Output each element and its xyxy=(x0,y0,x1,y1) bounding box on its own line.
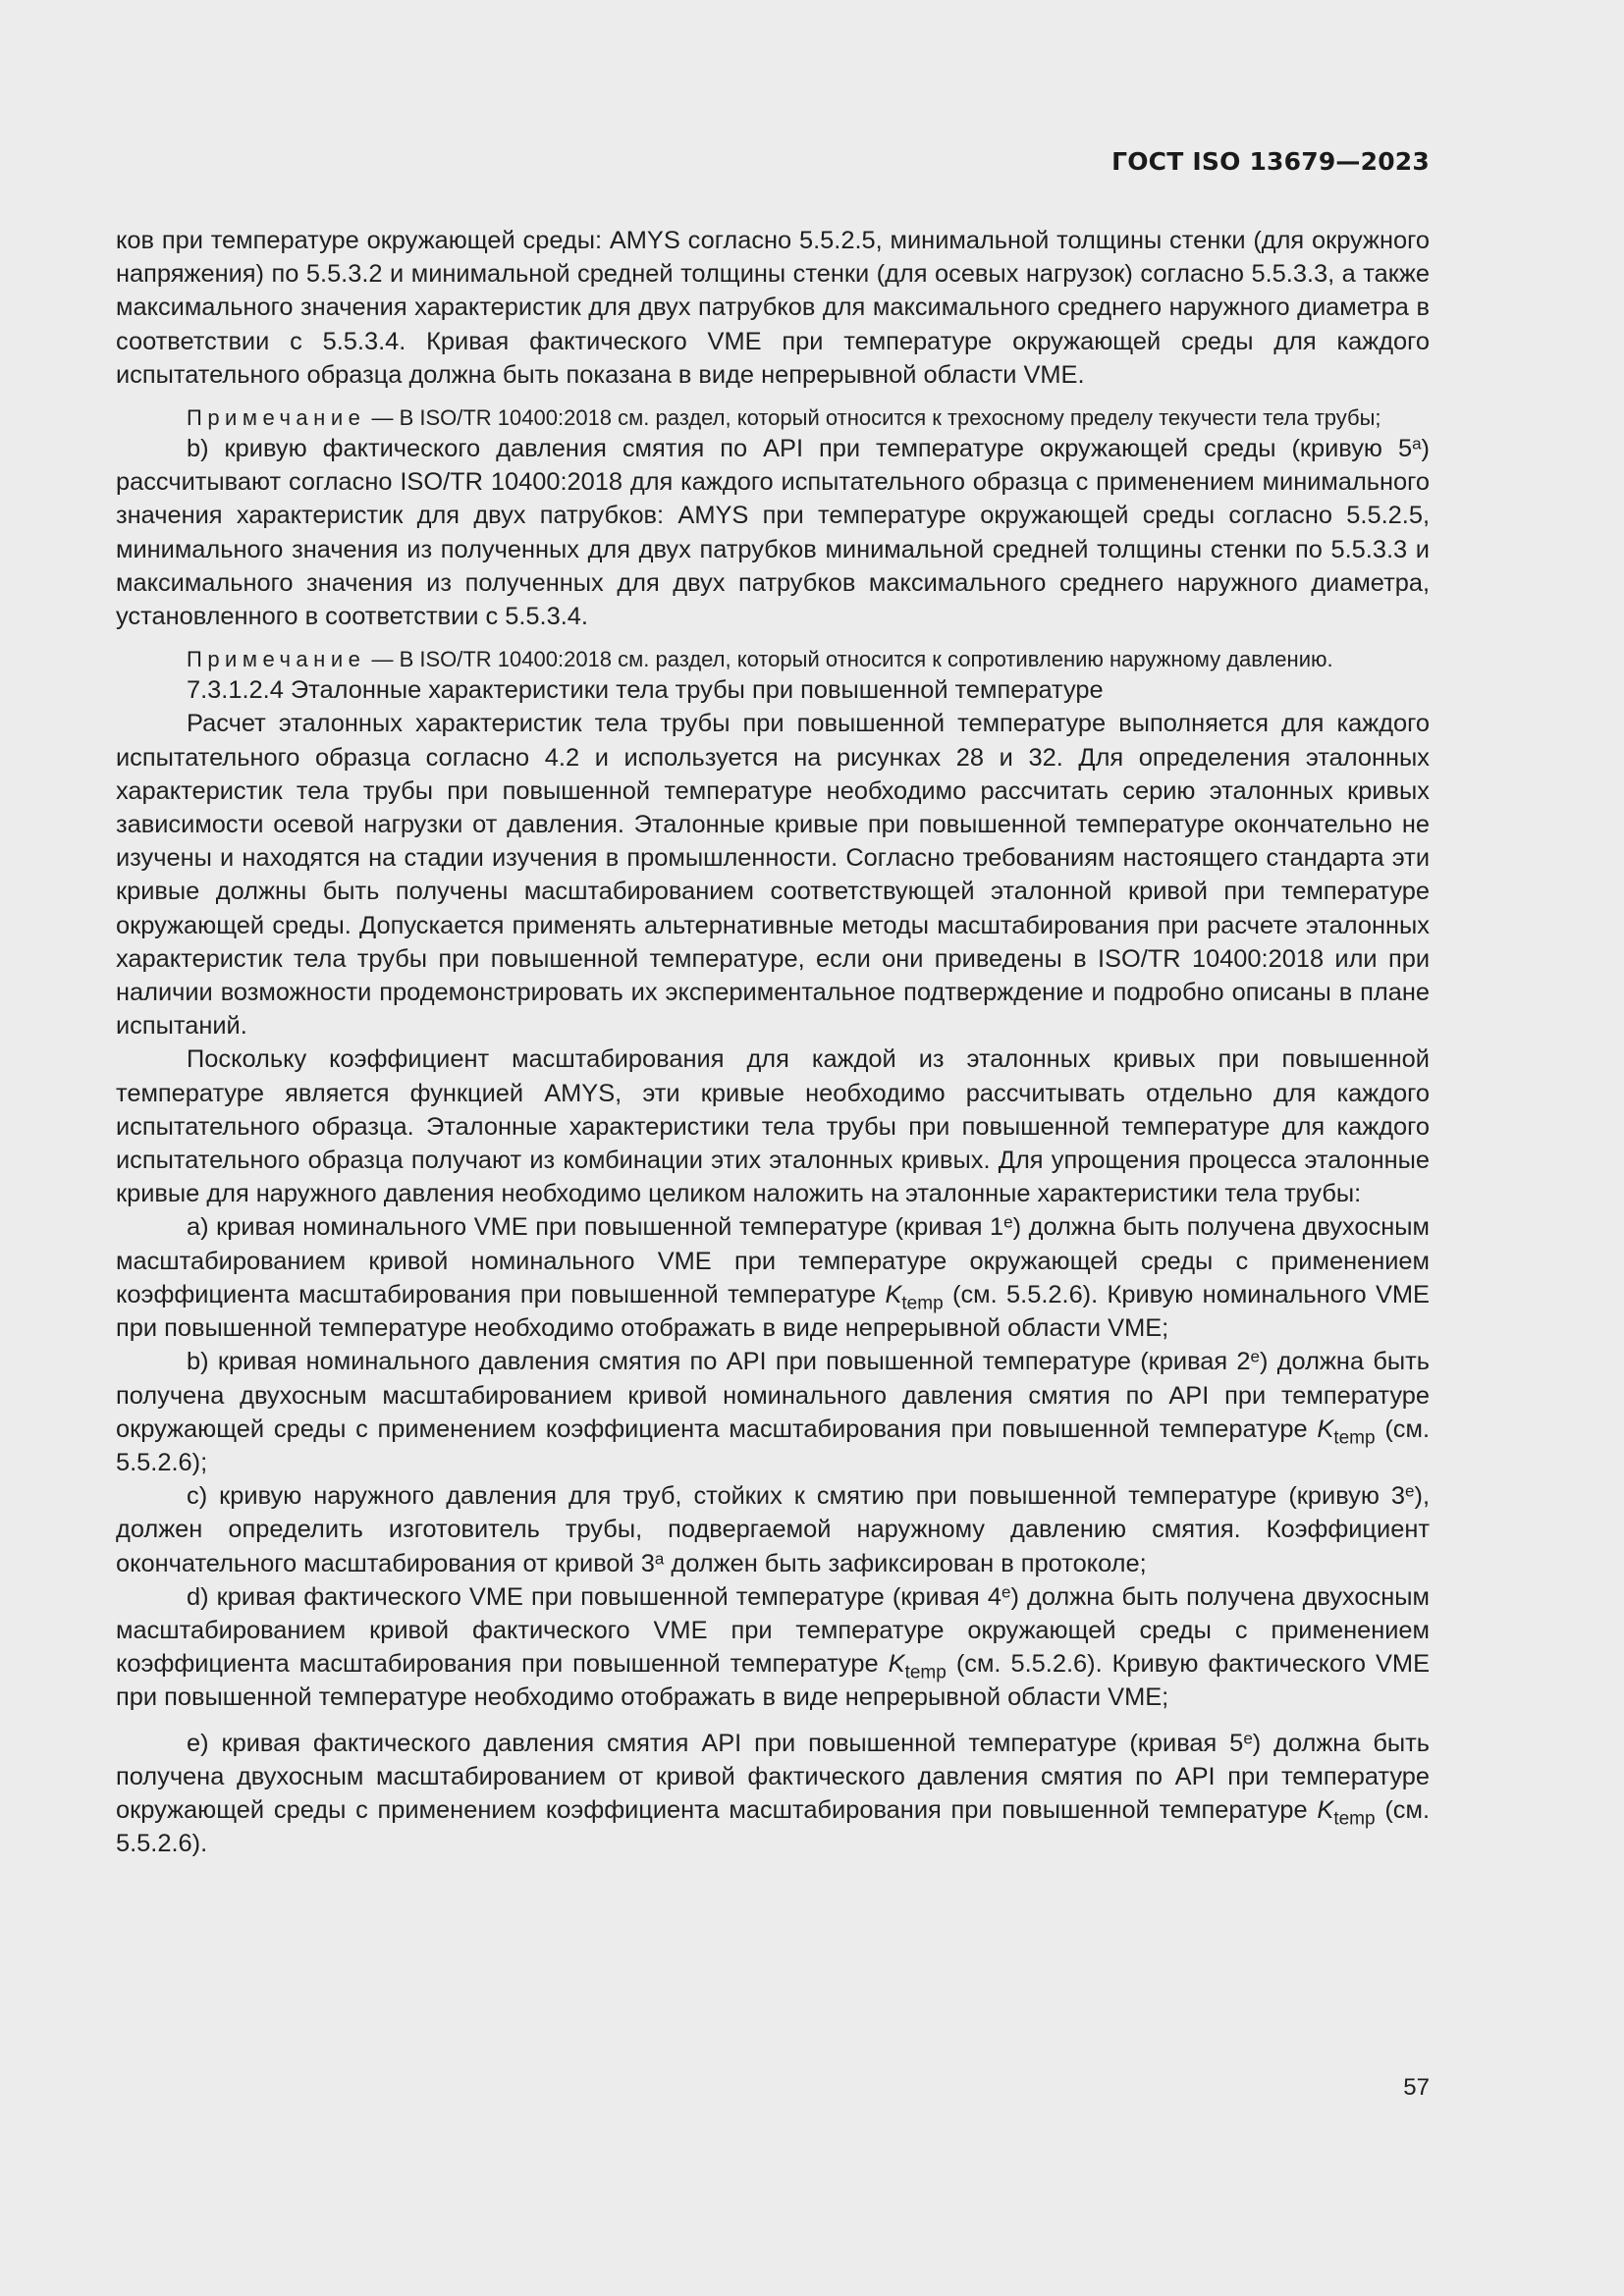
subscript: temp xyxy=(1333,1427,1376,1449)
paragraph-reference-calc: Расчет эталонных характеристик тела трубы при повышенной температуре выполняется для каждого испытательного образца согласно 4.2 и используется на рисунках 28 и 32. Для определения эталонных характеристик тела трубы при повышенной температуре необходимо рассчитать серию эталонных кривых зависимости осевой нагрузки от давления. Эталонные кривые при повышенной температуре окончательно не изучены и находятся на стадии изучения в промышленности. Согласно требованиям настоящего стандарта эти кривые должны быть получены масштабированием соответствующей эталонной кривой при температуре окружающей среды. Допускается применять альтернативные методы масштабирования при расчете эталонных характеристик тела трубы при повышенной температуре, если они приведены в ISO/TR 10400:2018 или при наличии возможности продемонстрировать их экспериментальное подтверждение и подробно описаны в плане испытаний. xyxy=(116,710,1430,1041)
text-run: c) кривую наружного давления для труб, стойких к смятию при повышенной температуре (кривую 3 xyxy=(187,1482,1406,1511)
text-run: (см. 5.5.2.6). Кривую номинального VME при повышенной температуре необходимо отображать в виде непрерывной области VME; xyxy=(116,1280,1430,1343)
note-text: — В ISO/TR 10400:2018 см. раздел, который относится к трехосному пределу текучести тела трубы; xyxy=(365,405,1381,431)
note-text: — В ISO/TR 10400:2018 см. раздел, который относится к сопротивлению наружному давлению. xyxy=(365,647,1333,672)
section-heading: 7.3.1.2.4 Эталонные характеристики тела трубы при повышенной температуре xyxy=(187,676,1104,705)
superscript: е xyxy=(1243,1728,1253,1747)
list-item-b-ambient xyxy=(116,432,1430,633)
list-item-a xyxy=(116,1210,1430,1345)
superscript: a xyxy=(1412,434,1422,454)
superscript: е xyxy=(1405,1481,1415,1501)
document-code-header: ГОСТ ISO 13679—2023 xyxy=(1111,147,1430,176)
superscript: е xyxy=(1001,1582,1011,1602)
text-run: d) кривая фактического VME при повышенной температуре (кривая 4 xyxy=(187,1582,1002,1611)
note-label: Примечание xyxy=(187,647,366,672)
page-number: 57 xyxy=(1403,2074,1430,2101)
paragraph-continuation: ков при температуре окружающей среды: AMYS согласно 5.5.2.5, минимальной толщины стенки (для окружного напряжения) по 5.5.3.2 и минимальной средней толщины стенки (для осевых нагрузок) согласно 5.5.3.3, а также максимального значения характеристик для двух патрубков для максимального среднего наружного диаметра в соответствии с 5.5.3.4. Кривая фактического VME при температуре окружающей среды для каждого испытательного образца должна быть показана в виде непрерывной области VME. xyxy=(116,227,1430,389)
list-item-d xyxy=(116,1580,1430,1715)
text-run: b) кривую фактического давления смятия по API при температуре окружающей среды (кривую 5 xyxy=(187,435,1413,463)
note-2 xyxy=(116,645,1430,673)
note-label: Примечание xyxy=(187,405,366,431)
subscript: temp xyxy=(901,1293,944,1314)
note-1 xyxy=(116,403,1430,432)
text-run: ) должна быть получена двухосным масштабированием кривой номинального давления смятия по API при температуре окружающей среды с применением коэффициента масштабирования при повышенной температуре xyxy=(116,1348,1430,1443)
k-symbol: K xyxy=(888,1650,905,1679)
subscript: temp xyxy=(1333,1808,1376,1830)
page-body xyxy=(116,224,1430,1860)
k-symbol: K xyxy=(885,1280,902,1308)
text-run: b) кривая номинального давления смятия по API при повышенной температуре (кривая 2 xyxy=(187,1348,1251,1376)
list-item-c xyxy=(116,1479,1430,1580)
k-symbol: K xyxy=(1317,1415,1334,1443)
text-run: e) кривая фактического давления смятия API при повышенной температуре (кривая 5 xyxy=(187,1729,1244,1757)
paragraph-scaling-factor: Поскольку коэффициент масштабирования для каждой из эталонных кривых при повышенной температуре является функцией AMYS, эти кривые необходимо рассчитывать отдельно для каждого испытательного образца. Эталонные характеристики тела трубы при повышенной температуре для каждого испытательного образца получают из комбинации этих эталонных кривых. Для упрощения процесса эталонные кривые для наружного давления необходимо целиком наложить на эталонные характеристики тела трубы: xyxy=(116,1045,1430,1208)
superscript: е xyxy=(1250,1347,1261,1366)
k-symbol: K xyxy=(1317,1795,1334,1824)
list-item-b xyxy=(116,1345,1430,1479)
text-run: ) должна быть получена двухосным масштабированием кривой номинального VME при температуре окружающей среды с применением коэффициента масштабирования при повышенной температуре xyxy=(116,1213,1430,1308)
text-run: ) рассчитывают согласно ISO/TR 10400:2018 для каждого испытательного образца с применением минимального значения характеристик для двух патрубков: AMYS при температуре окружающей среды согласно 5.5.2.5, минимального значения из полученных для двух патрубков минимальной средней толщины стенки по 5.5.3.3 и максимального значения из полученных для двух патрубков максимального среднего наружного диаметра, установленного в соответствии с 5.5.3.4. xyxy=(116,435,1430,631)
text-run: (см. 5.5.2.6). xyxy=(116,1795,1431,1858)
text-run: a) кривая номинального VME при повышенной температуре (кривая 1 xyxy=(187,1213,1004,1242)
superscript: е xyxy=(1003,1212,1013,1232)
list-item-e xyxy=(116,1727,1430,1861)
subscript: temp xyxy=(904,1662,947,1683)
text-run: (см. 5.5.2.6); xyxy=(116,1415,1431,1476)
text-run: должен быть зафиксирован в протоколе; xyxy=(664,1549,1147,1577)
text-run: ) должна быть получена двухосным масштабированием от кривой фактического давления смятия по API при температуре окружающей среды с применением коэффициента масштабирования при повышенной температуре xyxy=(116,1729,1430,1824)
superscript: а xyxy=(654,1548,665,1568)
text-run: (см. 5.5.2.6). Кривую фактического VME при повышенной температуре необходимо отображать в виде непрерывной области VME; xyxy=(116,1650,1430,1712)
text-run: ) должна быть получена двухосным масштабированием кривой фактического VME при температуре окружающей среды с применением коэффициента масштабирования при повышенной температуре xyxy=(116,1582,1430,1679)
text-run: ), должен определить изготовитель трубы, подвергаемой наружному давлению смятия. Коэффициент окончательного масштабирования от кривой 3 xyxy=(116,1482,1430,1577)
